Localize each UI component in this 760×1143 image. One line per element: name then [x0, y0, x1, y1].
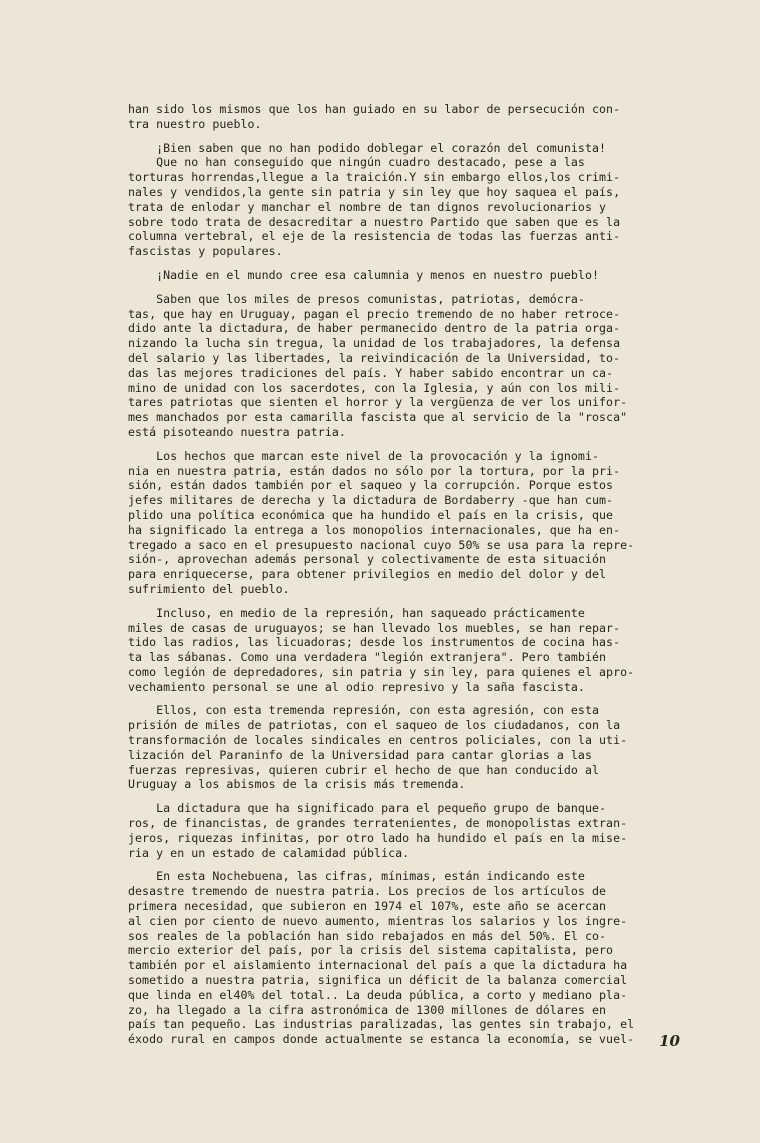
- paragraph: [128, 268, 718, 283]
- paragraph-gap: [128, 694, 718, 703]
- text-line: ros, de financistas, de grandes terratenientes, de monopolistas extran-: [128, 816, 628, 831]
- text-line: que linda en el40% del total.. La deuda pública, a corto y mediano pla-: [128, 987, 628, 1002]
- text-line: fuerzas represivas, quieren cubrir el hecho de que han conducido al: [128, 762, 600, 777]
- text-line: jeros, riquezas infinitas, por otro lado ha hundido el país en la mise-: [128, 830, 628, 845]
- paragraph: [128, 449, 718, 597]
- text-line: al cien por ciento de nuevo aumento, mientras los salarios y los ingre-: [128, 913, 628, 928]
- text-line: jefes militares de derecha y la dictadura de Bordaberry -que han cum-: [128, 493, 614, 508]
- text-line: Saben que los miles de presos comunistas, patriotas, demócra-: [128, 291, 585, 306]
- text-line: primera necesidad, que subieron en 1974 el 107%, este año se acercan: [128, 899, 607, 914]
- text-line: tas, que hay en Uruguay, pagan el precio tremendo de no haber retroce-: [128, 306, 621, 321]
- text-line: sufrimiento del pueblo.: [128, 581, 290, 596]
- text-line: está pisoteando nuestra patria.: [128, 424, 346, 439]
- text-line: ¡Bien saben que no han podido doblegar el corazón del comunista!: [128, 140, 607, 155]
- text-line: Los hechos que marcan este nivel de la provocación y la ignomi-: [128, 448, 600, 463]
- text-line: ha significado la entrega a los monopolios internacionales, que ha en-: [128, 522, 621, 537]
- text-line: La dictadura que ha significado para el pequeño grupo de banque-: [128, 801, 607, 816]
- paragraph-gap: [128, 132, 718, 141]
- paragraph-gap: [128, 283, 718, 292]
- text-line: tregado a saco en el presupuesto nacional cuyo 50% se usa para la repre-: [128, 537, 635, 552]
- text-line: Ellos, con esta tremenda represión, con esta agresión, con esta: [128, 703, 600, 718]
- text-line: sión-, aprovechan además personal y colectivamente de esta situación: [128, 552, 607, 567]
- text-line: han sido los mismos que los han guiado en su labor de persecución con-: [128, 102, 621, 116]
- paragraph: [128, 102, 718, 132]
- paragraph-gap: [128, 597, 718, 606]
- text-line: prisión de miles de patriotas, con el saqueo de los ciudadanos, con la: [128, 718, 621, 733]
- text-line: ¡Nadie en el mundo cree esa calumnia y menos en nuestro pueblo!: [128, 267, 600, 282]
- text-line: sometido a nuestra patria, significa un déficit de la balanza comercial: [128, 973, 628, 988]
- text-line: Uruguay a los abismos de la crisis más tremenda.: [128, 777, 466, 792]
- text-line: plido una política económica que ha hundido el país en la crisis, que: [128, 507, 614, 522]
- text-line: tido las radios, las licuadoras; desde los instrumentos de cocina has-: [128, 635, 621, 650]
- text-line: nia en nuestra patria, están dados no sólo por la tortura, por la pri-: [128, 463, 621, 478]
- page-number: 10: [659, 1032, 680, 1050]
- paragraph: [128, 703, 718, 792]
- text-line: Incluso, en medio de la represión, han saqueado prácticamente: [128, 605, 585, 620]
- text-line: transformación de locales sindicales en centros policiales, con la uti-: [128, 733, 628, 748]
- text-line: das las mejores tradiciones del país. Y haber sabido encontrar un ca-: [128, 365, 614, 380]
- text-line: En esta Nochebuena, las cifras, mínimas, están indicando este: [128, 869, 585, 884]
- text-line: desastre tremendo de nuestra patria. Los precios de los artículos de: [128, 884, 607, 899]
- text-line: tra nuestro pueblo.: [128, 116, 262, 131]
- text-line: país tan pequeño. Las industrias paralizadas, las gentes sin trabajo, el: [128, 1017, 635, 1032]
- text-line: miles de casas de uruguayos; se han llevado los muebles, se han repar-: [128, 620, 621, 635]
- paragraph-gap: [128, 792, 718, 801]
- text-line: vechamiento personal se une al odio represivo y la saña fascista.: [128, 679, 585, 694]
- text-line: torturas horrendas,llegue a la traición.Y sin embargo ellos,los crimi-: [128, 170, 621, 185]
- body-text: [128, 102, 718, 1047]
- text-line: trata de enlodar y manchar el nombre de tan dignos revolucionarios y: [128, 199, 607, 214]
- text-line: mercio exterior del país, por la crisis del sistema capitalista, pero: [128, 943, 614, 958]
- text-line: Que no han conseguido que ningún cuadro destacado, pese a las: [128, 155, 585, 170]
- text-line: sobre todo trata de desacreditar a nuestro Partido que saben que es la: [128, 214, 621, 229]
- text-line: dido ante la dictadura, de haber permanecido dentro de la patria orga-: [128, 321, 621, 336]
- text-line: lización del Paraninfo de la Universidad para cantar glorias a las: [128, 747, 592, 762]
- text-line: éxodo rural en campos donde actualmente se estanca la economía, se vuel-: [128, 1032, 635, 1047]
- paragraph: [128, 869, 718, 1047]
- paragraph-gap: [128, 259, 718, 268]
- text-line: mes manchados por esta camarilla fascista que al servicio de la "rosca": [128, 410, 628, 425]
- text-line: fascistas y populares.: [128, 244, 283, 259]
- paragraph-gap: [128, 860, 718, 869]
- text-line: también por el aislamiento internacional del país a que la dictadura ha: [128, 958, 628, 973]
- text-line: sión, están dados también por el saqueo y la corrupción. Porque estos: [128, 478, 614, 493]
- paragraph-gap: [128, 440, 718, 449]
- paragraph: [128, 801, 718, 860]
- text-line: como legión de depredadores, sin patria y sin ley, para quienes el apro-: [128, 664, 635, 679]
- paragraph: [128, 292, 718, 440]
- text-line: sos reales de la población han sido rebajados en más del 50%. El co-: [128, 928, 607, 943]
- text-line: zo, ha llegado a la cifra astronómica de 1300 millones de dólares en: [128, 1002, 607, 1017]
- text-line: mino de unidad con los sacerdotes, con la Iglesia, y aún con los mili-: [128, 380, 621, 395]
- text-line: nizando la lucha sin tregua, la unidad de los trabajadores, la defensa: [128, 336, 621, 351]
- text-line: ria y en un estado de calamidad pública.: [128, 845, 410, 860]
- paragraph: [128, 141, 718, 259]
- text-line: tares patriotas que sienten el horror y la vergüenza de ver los unifor-: [128, 395, 628, 410]
- text-line: para enriquecerse, para obtener privilegios en medio del dolor y del: [128, 567, 607, 582]
- text-line: del salario y las libertades, la reivindicación de la Universidad, to-: [128, 350, 621, 365]
- text-line: ta las sábanas. Como una verdadera "legión extranjera". Pero también: [128, 650, 607, 665]
- paragraph: [128, 606, 718, 695]
- text-line: columna vertebral, el eje de la resistencia de todas las fuerzas anti-: [128, 229, 621, 244]
- text-line: nales y vendidos,la gente sin patria y sin ley que hoy saquea el país,: [128, 184, 621, 199]
